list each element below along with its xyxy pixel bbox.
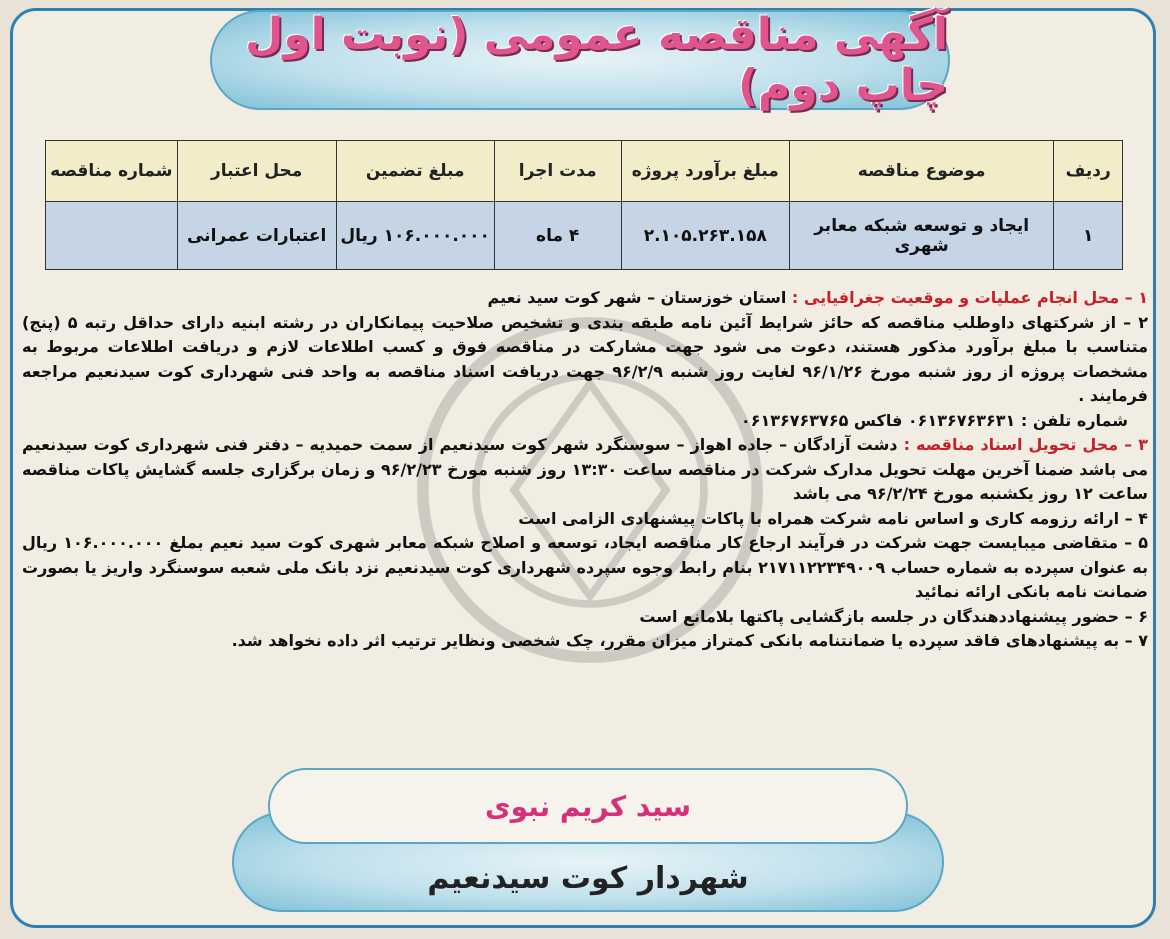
- item-3-text: دشت آزادگان – جاده اهواز – سوسنگرد شهر کوت سیدنعیم از سمت حمیدیه – دفتر فنی شهرداری کوت سیدنعیم می باشد ضمنا آخرین مهلت تحویل مدارک شرکت در مناقصه ساعت ۱۳:۳۰ روز شنبه مورخ ۹۶/۲/۲۳ و زمان برگزاری جلسه گشایش پاکات مناقصه ساعت ۱۲ روز یکشنبه مورخ ۹۶/۲/۲۴ می باشد: [22, 435, 1149, 503]
- signatory-name-banner: [268, 768, 908, 844]
- item-5: ۵ – متقاضی میبایست جهت شرکت در فرآیند ارجاع کار مناقصه ایجاد، توسعه و اصلاح شبکه معابر شهری کوت سید نعیم بملغ ۱۰۶.۰۰۰.۰۰۰ ریال به عنوان سپرده به شماره حساب ۲۱۷۱۱۲۲۳۴۹۰۰۹ بنام رابط وجوه سپرده شهرداری کوت سیدنعیم نزد بانک ملی شعبه سوسنگرد واریز یا بصورت ضمانت نامه بانکی ارائه نمائید: [22, 533, 1149, 601]
- notice-title: آگهی مناقصه عمومی (نوبت اول چاپ دوم): [245, 9, 948, 111]
- item-3: [22, 433, 1148, 507]
- item-7: ۷ – به پیشنهادهای فاقد سپرده یا ضمانتنامه بانکی کمتراز میزان مقرر، چک شخصی ونظایر ترتیب اثر داده نخواهد شد.: [231, 631, 1148, 650]
- header-cell: موضوع مناقصه: [789, 141, 1054, 202]
- header-cell: مبلغ تضمین: [336, 141, 494, 202]
- table-row: [46, 202, 1123, 270]
- table-header-row: [46, 141, 1123, 202]
- item-1: [22, 286, 1148, 311]
- table-cell: ایجاد و توسعه شبکه معابر شهری: [789, 202, 1054, 270]
- table-cell: ۲.۱۰۵.۲۶۳.۱۵۸: [621, 202, 789, 270]
- header-cell: مدت اجرا: [494, 141, 621, 202]
- notice-body: [22, 286, 1148, 654]
- tender-table: [45, 140, 1123, 270]
- table-cell: ۱: [1054, 202, 1123, 270]
- table-cell: [46, 202, 178, 270]
- signatory-title: شهردار کوت سیدنعیم: [427, 861, 749, 896]
- table-cell: ۴ ماه: [494, 202, 621, 270]
- header-cell: محل اعتبار: [177, 141, 336, 202]
- title-banner: [210, 10, 950, 110]
- item-2: ۲ – از شرکتهای داوطلب مناقصه که حائز شرایط آئین نامه طبقه بندی و تشخیص صلاحیت پیمانکاران در رشته ابنیه دارای حداقل رتبه ۵ (پنج) متناسب با مبلغ برآورد مذکور هستند، دعوت می شود جهت مشارکت در مناقصه فوق و کسب اطلاعات لازم و دریافت اطلاعات مربوط به مشخصات پروژه از روز شنبه مورخ ۹۶/۱/۲۶ لغایت روز شنبه ۹۶/۲/۹ جهت دریافت اسناد مناقصه به واحد فنی شهرداری کوت سیدنعیم مراجعه فرمایند .: [22, 312, 1149, 405]
- item-3-label: ۳ – محل تحویل اسناد مناقصه :: [903, 435, 1148, 454]
- item-6: ۶ – حضور پیشنهاددهندگان در جلسه بازگشایی پاکتها بلامانع است: [639, 606, 1148, 626]
- signatory-name: سید کریم نبوی: [485, 789, 691, 823]
- header-cell: مبلغ برآورد پروژه: [621, 141, 789, 202]
- item-1-label: ۱ – محل انجام عملیات و موقعیت جغرافیایی :: [791, 288, 1148, 307]
- item-1-text: استان خوزستان – شهر کوت سید نعیم: [487, 288, 792, 307]
- item-4: ۴ – ارائه رزومه کاری و اساس نامه شرکت همراه با پاکات پیشنهادی الزامی است: [518, 508, 1148, 528]
- table-cell: ۱۰۶.۰۰۰.۰۰۰ ریال: [336, 202, 494, 270]
- phone-line: شماره تلفن : ۰۶۱۳۶۷۶۳۶۳۱ فاکس ۰۶۱۳۶۷۶۳۷۶۵: [740, 410, 1128, 430]
- header-cell: شماره مناقصه: [46, 141, 178, 202]
- table-cell: اعتبارات عمرانی: [177, 202, 336, 270]
- header-cell: ردیف: [1054, 141, 1123, 202]
